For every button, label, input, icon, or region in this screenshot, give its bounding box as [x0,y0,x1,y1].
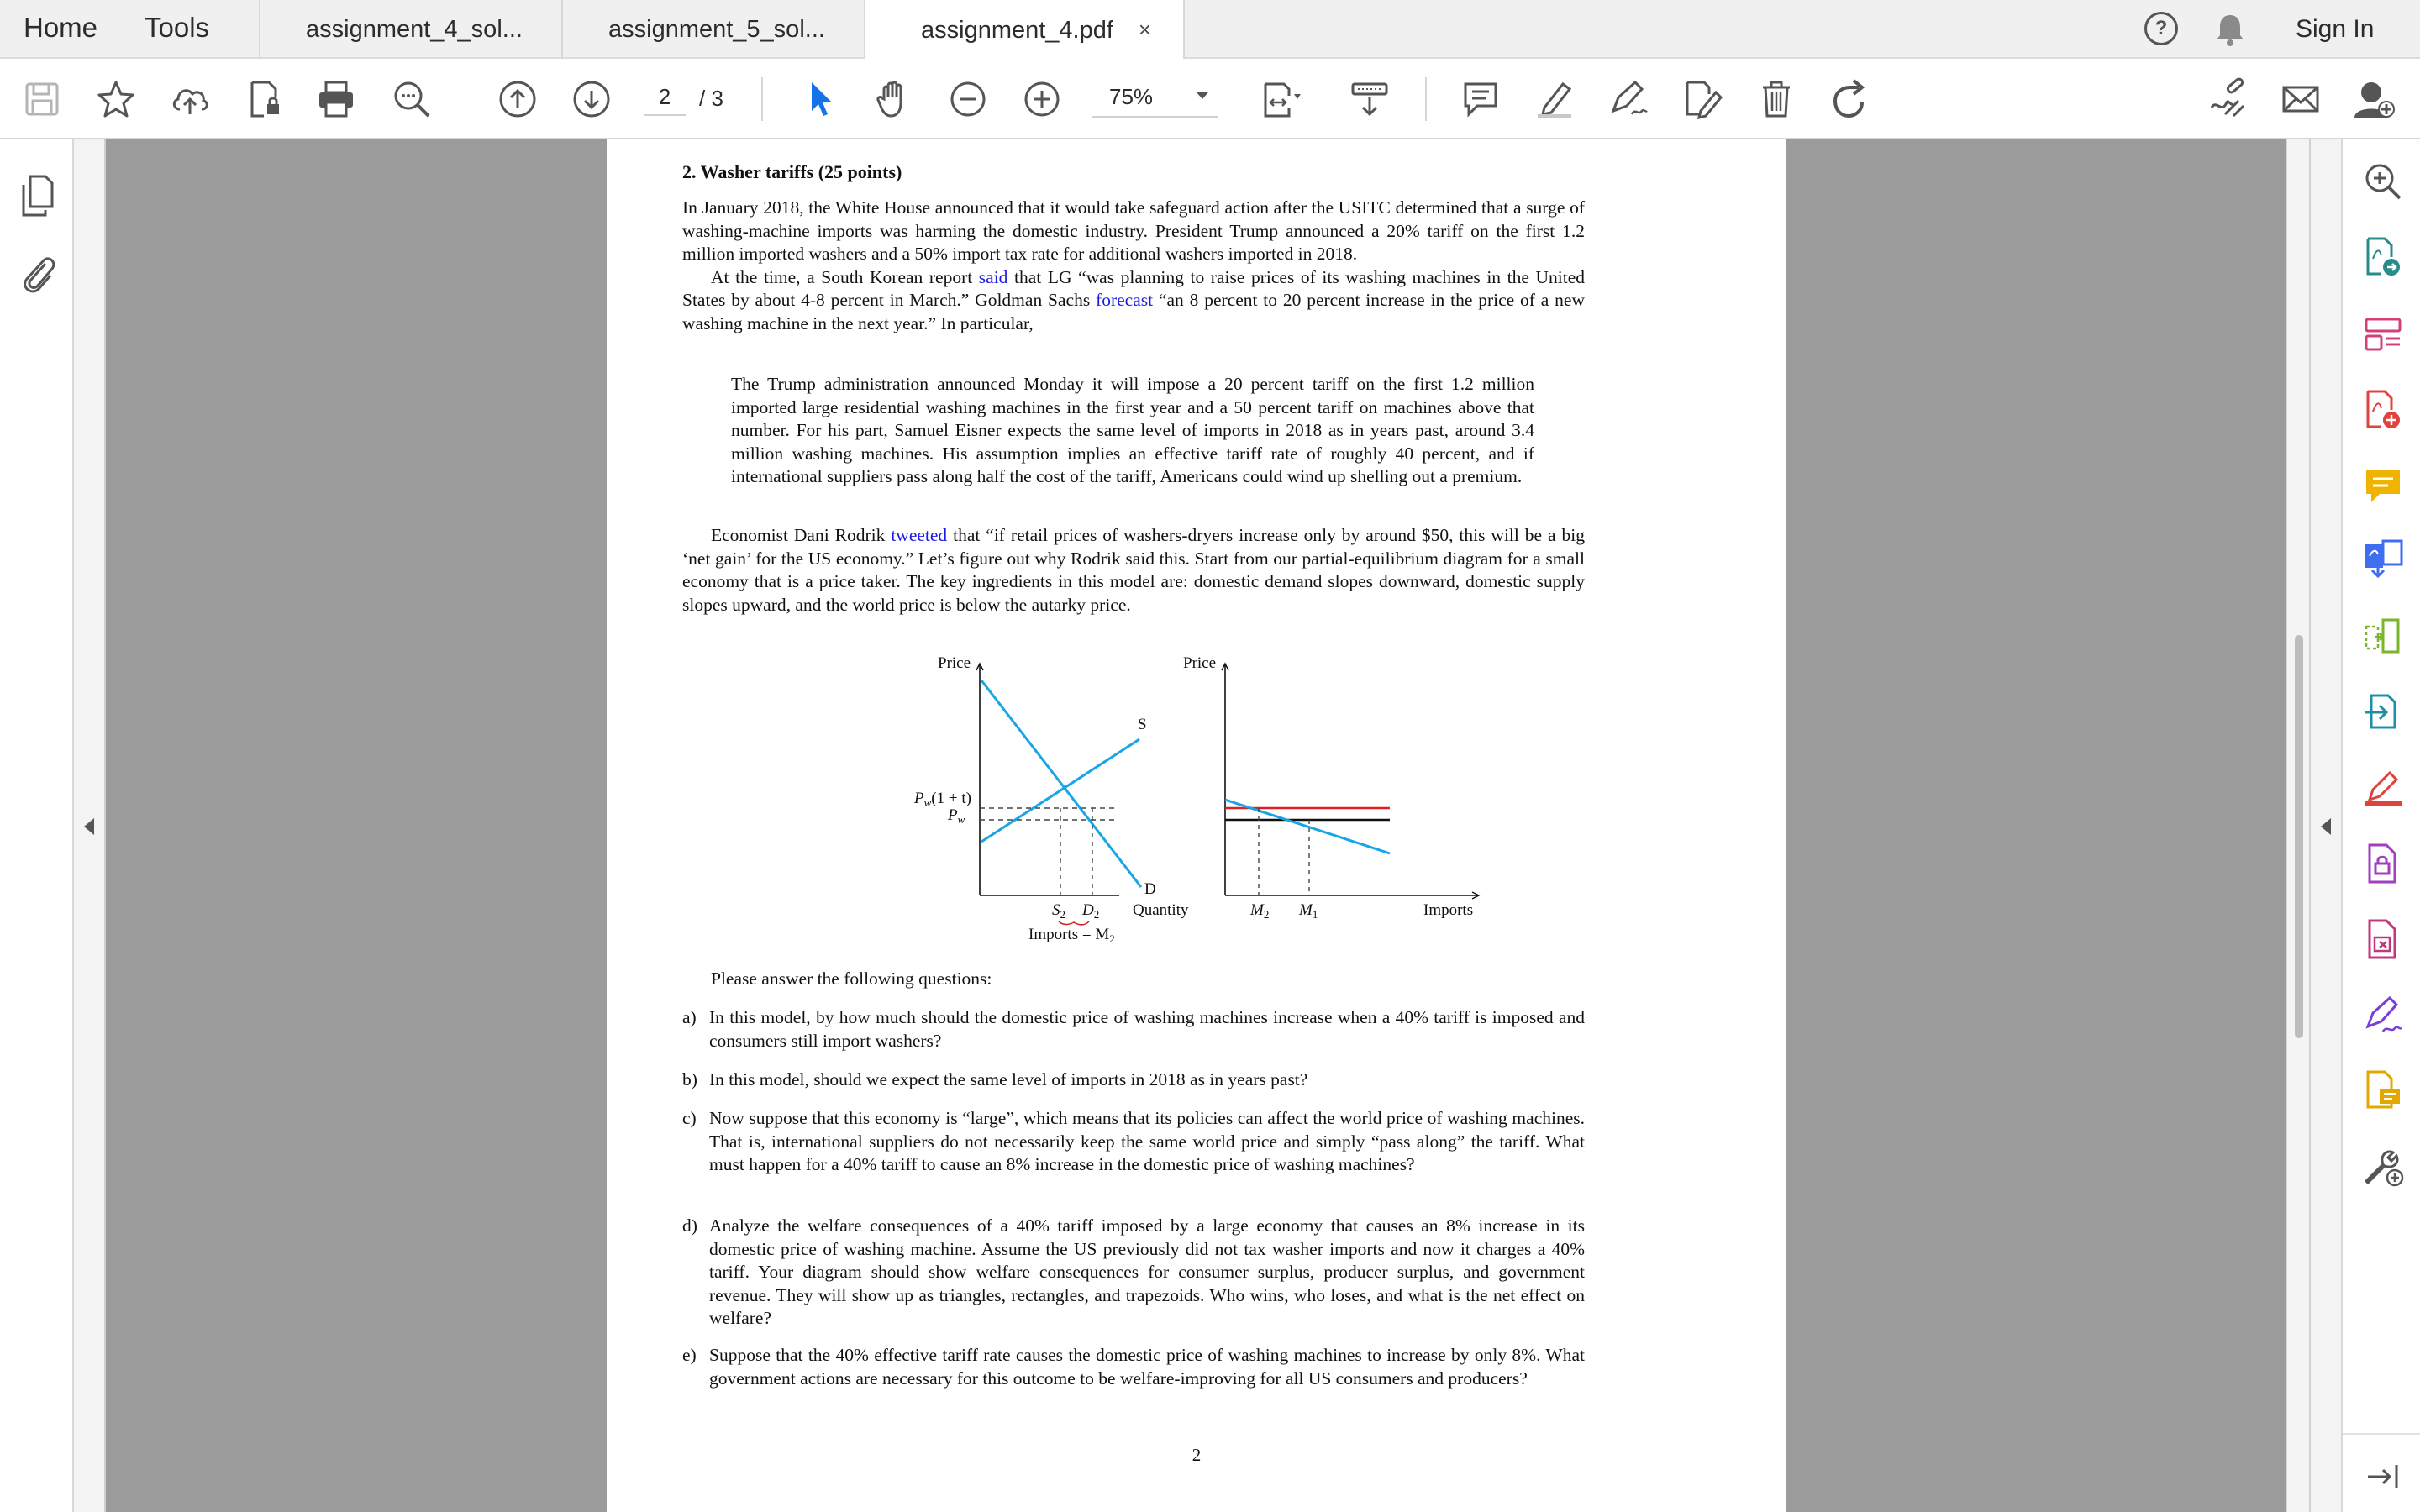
question-a-label: a) [682,1007,697,1027]
imports-brace [1059,921,1089,925]
scrollbar-thumb[interactable] [2295,635,2303,1038]
question-b-label: b) [682,1069,697,1089]
tab-assignment-4-pdf[interactable] [865,0,1185,60]
help-icon[interactable] [2144,12,2178,45]
question-c-text: Now suppose that this economy is “large”, which means that its policies can affect the world price of washing machines. That is, international suppliers do not necessarily keep the same world price and simply “pass along” the tariff. What must happen for a 40% tariff to cause an 8% increase in the domestic price of washing machines? [709,1108,1585,1174]
m1-label: $M_1$ [1299,901,1318,921]
protect-pdf-icon[interactable] [2361,842,2405,885]
delete-icon[interactable] [1754,77,1798,121]
vertical-scrollbar[interactable] [2286,139,2309,1512]
question-a-text: In this model, by how much should the domestic price of washing machines increase when a 40% tariff is imposed and consumers still import washers? [709,1007,1585,1051]
tab-assignment-5-sol[interactable] [563,0,865,59]
left-panel-collapse-strip[interactable] [74,139,106,1512]
paragraph-3 [682,524,1585,617]
page-number: 2 [1192,1445,1202,1465]
right-price-label: Price [1183,654,1217,672]
cloud-upload-icon[interactable] [168,77,212,121]
right-imports-label: Imports [1423,901,1474,919]
sign-in-link[interactable]: Sign In [2296,15,2375,43]
page-number-input[interactable]: 2 [644,84,686,116]
email-icon[interactable] [2279,77,2323,121]
expand-right-panel-arrow-icon[interactable] [2321,818,2331,835]
redact-icon[interactable] [2361,917,2405,961]
rail-divider [2343,1433,2420,1435]
left-navigation-rail [0,139,74,1512]
rotate-icon[interactable] [1828,77,1872,121]
top-tab-bar [0,0,2420,59]
d2-label: $D_2$ [1082,901,1100,921]
send-for-comments-icon[interactable] [2361,1068,2405,1112]
create-pdf-icon[interactable] [2361,388,2405,432]
send-file-icon[interactable] [2361,690,2405,734]
toolbar-divider [761,77,763,121]
paragraph-2 [682,266,1585,336]
toolbar [0,59,2420,139]
save-icon[interactable] [20,77,64,121]
questions-prompt: Please answer the following questions: [711,969,992,989]
tweeted-link[interactable]: tweeted [891,525,948,545]
chevron-down-icon [1197,92,1208,99]
hand-tool-icon[interactable] [872,77,916,121]
comment-icon[interactable] [1459,77,1502,121]
s2-label: $S_2$ [1052,901,1065,921]
print-icon[interactable] [314,77,358,121]
tools-link[interactable]: Tools [145,12,210,43]
zoom-select[interactable] [1092,81,1218,118]
close-tab-icon[interactable]: × [1138,17,1151,42]
m2-label: $M_2$ [1250,901,1270,921]
page-total: / 3 [699,86,723,111]
zoom-search-icon[interactable] [2361,160,2405,203]
said-link[interactable]: said [978,266,1008,287]
block-quote: The Trump administration announced Monday it will impose a 20 percent tariff on the first 1.2 million imported large residential washing machines in the first year and a 50 percent tariff on machines above that number. For his part, Samuel Eisner expects the same level of imports in 2018 as in years past, around 3.4 million washing machines. His assumption implies an effective tariff rate of roughly 40 percent, and if international suppliers pass along half the cost of the tariff, Americans could wind up shelling out a premium. [731,374,1534,486]
question-b-text: In this model, should we expect the same level of imports in 2018 as in years past? [709,1069,1308,1089]
bell-icon[interactable] [2213,12,2247,47]
para2-text-c: “an 8 percent to 20 percent increase in the price of a new washing machine in the next year.” In particular, [682,290,1585,333]
demand-label: D [1144,880,1156,898]
import-market-diagram [1225,652,1578,946]
draw-pen-icon[interactable] [1607,77,1650,121]
pdf-page [607,139,1786,1512]
supply-label: S [1138,716,1147,733]
left-price-label: Price [938,654,971,672]
para2-text-b: that LG “was planning to raise prices of its washing machines in the United States by about 4-8 percent in March.” Goldman Sachs [682,266,1585,310]
imports-equals-label: Imports = $M_2$ [1028,926,1115,945]
fit-page-icon[interactable] [1260,77,1304,121]
document-viewport[interactable] [106,139,2286,1512]
zoom-out-icon[interactable] [946,77,990,121]
question-c-label: c) [682,1108,697,1128]
edit-text-icon[interactable] [1681,77,1724,121]
tab-assignment-4-sol[interactable] [259,0,563,59]
scroll-mode-icon[interactable] [1348,77,1392,121]
select-cursor-icon[interactable] [800,77,844,121]
question-e-text: Suppose that the 40% effective tariff rate causes the domestic price of washing machines to increase by only 8%. What government actions are necessary for this outcome to be welfare-improving for all US consumers and producers? [709,1345,1585,1389]
comment-tool-icon[interactable] [2361,464,2405,507]
forecast-link[interactable]: forecast [1096,290,1154,310]
home-link[interactable]: Home [24,12,98,43]
question-d-text: Analyze the welfare consequences of a 40% tariff imposed by a large economy that causes an 8% increase in its domestic price of washing machine. Assume the US previously did not tax washer imports and now it charges a 40% tariff. Your diagram should show welfare consequences for consumer surplus, producer surplus, and government revenue. They will show up as triangles, rectangles, and trapezoids. Who wins, who loses, and what is the net effect on welfare? [709,1215,1585,1328]
right-panel-collapse-strip[interactable] [2309,139,2341,1512]
combine-files-icon[interactable] [2361,539,2405,583]
left-quantity-label: Quantity [1133,901,1189,919]
tab-label: assignment_4.pdf [921,16,1113,44]
zoom-in-icon[interactable] [1020,77,1064,121]
next-page-icon[interactable] [570,77,613,121]
collapse-left-arrow-icon[interactable] [84,818,94,835]
bookmark-star-icon[interactable] [94,77,138,121]
help-glyph: ? [2154,17,2168,39]
world-price-label: $P_w$ [948,806,965,826]
export-pdf-icon[interactable] [2361,235,2405,279]
page-thumbnails-icon[interactable] [17,173,59,218]
attachment-icon[interactable] [17,250,59,296]
request-signature-icon[interactable] [2361,993,2405,1037]
paragraph-intro [682,197,1585,335]
previous-page-icon[interactable] [496,77,539,121]
question-d-label: d) [682,1215,697,1236]
toolbar-divider [1425,77,1427,121]
tab-label: assignment_4_sol... [306,15,523,43]
question-e-label: e) [682,1345,697,1365]
compare-files-icon[interactable] [2361,615,2405,659]
highlight-icon[interactable] [1533,77,1576,121]
search-icon[interactable] [390,77,434,121]
section-heading: 2. Washer tariffs (25 points) [682,161,902,182]
tariff-price-label: $P_w(1 + t)$ [914,790,971,809]
fill-sign-icon[interactable] [2361,766,2405,810]
para3-text-b: that “if retail prices of washers-dryers increase only by around $50, this will be a big ‘net gain’ for the US economy.” Let’s figure out why Rodrik said this. Start from our partial-equilibrium diagram for a small economy that is a price taker. The key ingredients in this model are: domestic demand slopes downward, domestic supply slopes upward, and the world price is below the autarky price. [682,525,1585,615]
add-user-icon[interactable] [2353,77,2396,121]
protect-file-icon[interactable] [242,77,286,121]
more-tools-icon[interactable] [2361,1144,2405,1188]
para2-text-a: At the time, a South Korean report [711,266,979,287]
demand-curve [981,680,1141,887]
para3-text-a: Economist Dani Rodrik [711,525,892,545]
tab-label: assignment_5_sol... [608,15,825,43]
zoom-value: 75% [1109,84,1154,109]
collapse-panel-icon[interactable] [2361,1455,2405,1499]
send-for-signature-icon[interactable] [2205,77,2249,121]
organize-pages-icon[interactable] [2361,312,2405,356]
paragraph-1: In January 2018, the White House announced that it would take safeguard action after the USITC determined that a surge of washing-machine imports was harming the domestic industry. President Trump announced a 20% tariff on the first 1.2 million imported washers and a 50% import tax rate for additional washers imported in 2018. [682,197,1585,264]
right-tools-rail [2341,139,2420,1512]
